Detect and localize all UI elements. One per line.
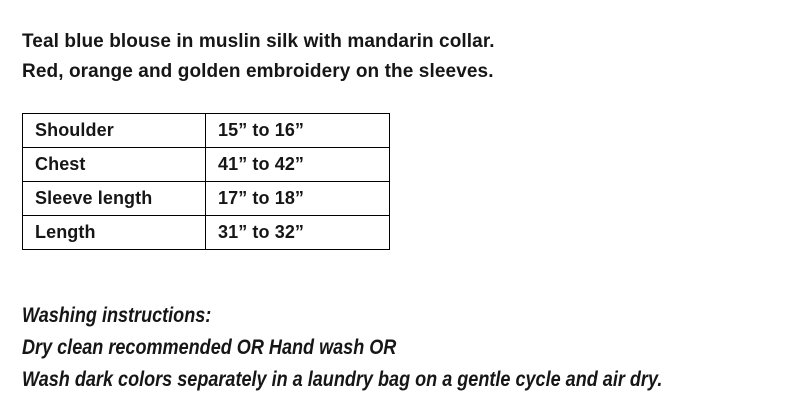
washing-line-1: Dry clean recommended OR Hand wash OR <box>22 336 397 359</box>
measurement-label: Chest <box>23 148 206 182</box>
measurement-label: Sleeve length <box>23 182 206 216</box>
measurements-table <box>22 113 390 250</box>
measurement-value: 41” to 42” <box>206 148 390 182</box>
measurement-label: Length <box>23 216 206 250</box>
description-line-1: Teal blue blouse in muslin silk with mandarin collar. <box>22 31 495 52</box>
measurement-value: 31” to 32” <box>206 216 390 250</box>
table-row <box>23 148 390 182</box>
washing-title: Washing instructions: <box>22 304 212 327</box>
washing-instructions <box>22 300 692 396</box>
measurement-label: Shoulder <box>23 114 206 148</box>
description-line-2: Red, orange and golden embroidery on the sleeves. <box>22 61 494 82</box>
washing-line-2: Wash dark colors separately in a laundry bag on a gentle cycle and air dry. <box>22 368 663 391</box>
table-row <box>23 216 390 250</box>
measurement-value: 15” to 16” <box>206 114 390 148</box>
table-row <box>23 182 390 216</box>
measurement-value: 17” to 18” <box>206 182 390 216</box>
product-description <box>22 27 801 87</box>
table-row <box>23 114 390 148</box>
